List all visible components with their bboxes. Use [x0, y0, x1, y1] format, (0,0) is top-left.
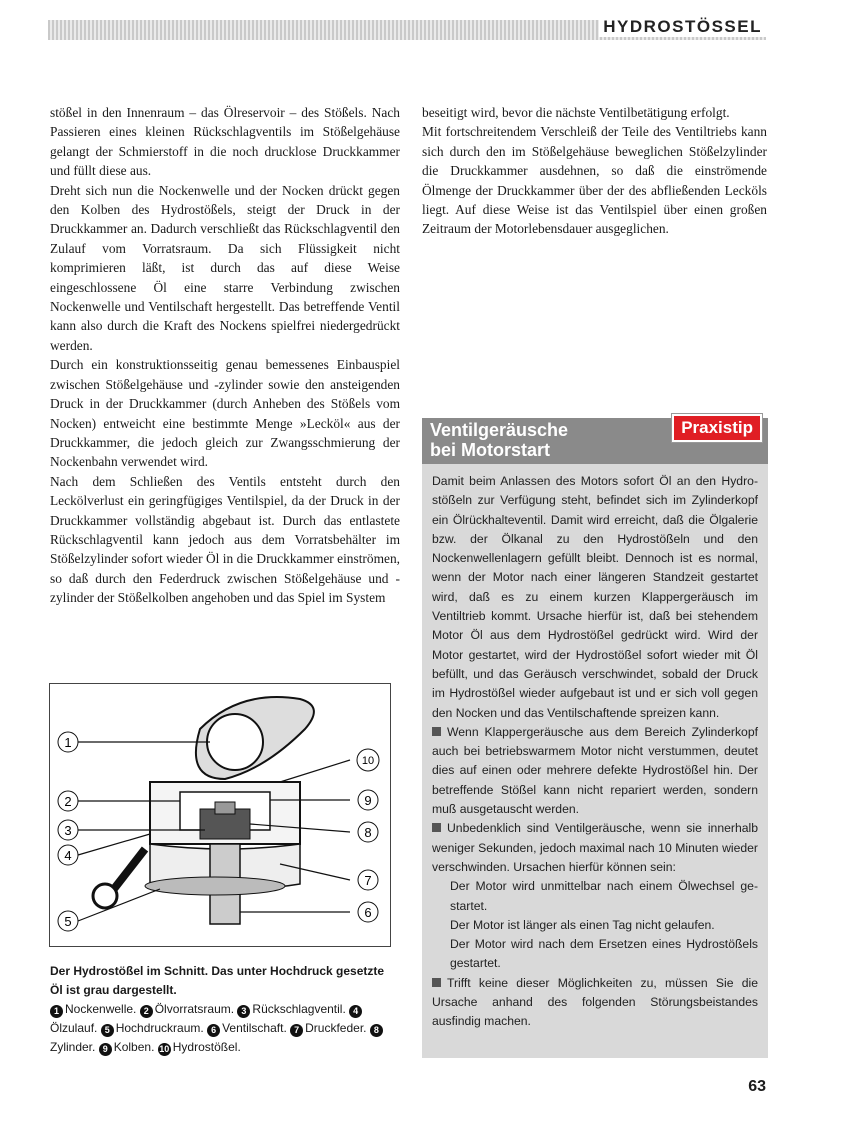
callout-1-text: 1 [64, 735, 72, 750]
callout-9-text: 9 [364, 793, 372, 808]
callout-3-text: 3 [64, 823, 72, 838]
callout-10 [357, 749, 379, 771]
square-bullet-icon [432, 978, 441, 987]
caption-item: 7 Druckfeder. [290, 1021, 366, 1035]
callout-5 [58, 911, 78, 931]
paragraph: Durch ein konstruktionsseitig genau bemessenes Einbauspiel zwischen Stößelgehäuse und -zylinder sowie den ansteigenden Druck in der Druckkammer (durch Anheben des Stößels vom Nocken) entweicht eine bestimmte Menge »Lecköl« aus der Druckkammer, die jedoch gleich zur Zwangsschmierung der Nockenbahn verwendet wird. [50, 357, 400, 470]
hydrostoessel-diagram [49, 683, 391, 947]
oil-feed-ring [93, 884, 117, 908]
tip-cause: Der Motor wird unmittelbar nach einem Ölwechsel gestartet. [450, 879, 758, 913]
praxistip-badge: Praxistip [672, 414, 762, 442]
caption-item: 5 Hochdruckraum. [101, 1021, 204, 1035]
tip-cause: Der Motor wird nach dem Ersetzen eines Hydrostößels gestartet. [450, 937, 758, 971]
spring-seat [145, 877, 285, 895]
left-column [50, 103, 400, 608]
paragraph: Dreht sich nun die Nockenwelle und der Nocken drückt gegen den Kolben des Hydrostößels, steigt der Druck in der Druckkammer an. Dadurch verschließt das Rückschlagventil den Zulauf vom Vorratsraum. Da sich Flüssigkeit nicht komprimieren läßt, ist durch das auf diese Weise eingeschlossene Öl eine starre Verbindung zwischen Nockenwelle und Ventilschaft hergestellt. Das betreffende Ventil kann also durch die Kraft des Nockens spielfrei niedergedrückt werden. [50, 182, 400, 353]
caption-item: 10 Hydrostößel. [159, 1040, 241, 1054]
tip-bullet: Wenn Klappergeräusche aus dem Bereich Zylinderkopf auch bei betriebswarmem Motor nicht verstummen, deutet dies auf einen oder mehrere defekte Hydrostößel hin. Der betreffende Stößel kann nicht repariert werden, sondern muß ausgetauscht werden. [432, 724, 758, 817]
tip-bullet: Trifft keine dieser Möglichkeiten zu, müssen Sie die Ursache anhand des folgenden Störungsbeistandes ausfindig machen. [432, 975, 758, 1029]
callout-2-text: 2 [64, 794, 72, 809]
callout-9 [358, 790, 378, 810]
caption-item: 1 Nockenwelle. [50, 1002, 136, 1016]
callout-10-text: 10 [361, 755, 375, 767]
cross-section-drawing [50, 684, 390, 946]
camshaft-core [207, 714, 263, 770]
callout-4-text: 4 [64, 848, 72, 863]
tip-intro: Damit beim Anlassen des Motors sofort Öl an den Hydrostößeln zur Verfügung steht, befindet sich im Zylinderkopf ein Ölrückhalteventil. Damit wird erreicht, daß die Ölgalerie bzw. der Ölkanal zu den Hydrostößeln und den Nockenwellenlagern gefüllt bleibt. Dennoch ist es normal, wenn der Motor nach einer längeren Standzeit gestartet wird, daß es zu einem kurzen Klappergeräusch im Ventiltrieb kommt. Ursache hierfür ist, daß bei stehendem Motor Öl aus dem Hydrostößel gedrückt wird. Wird der Motor gestartet, wird der Hydrostößel sofort wieder mit Öl befüllt, und das Geräusch verschwindet, sobald der Druck im Hydrostößel wieder aufgebaut ist und er sich voll gegen den Nocken und das Ventilschaftende spreizen kann. [432, 474, 758, 720]
paragraph: Nach dem Schließen des Ventils entsteht durch den Leckölverlust ein geringfügiges Ventilspiel, da der Druck in der Druckkammer vollständig abgebaut ist. Durch das entlastete Rückschlagventil kann jedoch aus dem Vorratsbehälter im Stößelzylinder sofort wieder Öl in die Druckkammer einströmen, so daß durch den Federdruck zwischen Stößelgehäuse und -zylinder der Stößelkolben angehoben und das Spiel im System [50, 473, 400, 606]
tip-bullet: Unbedenklich sind Ventilgeräusche, wenn sie innerhalb weniger Sekunden, jedoch maximal nach 10 Minuten wieder verschwinden. Ursachen hierfür können sein: [432, 821, 758, 874]
tip-body [432, 472, 758, 1032]
tip-title-line1: Ventilgeräusche [430, 420, 569, 440]
tip-title [430, 420, 568, 460]
paragraph: Mit fortschreitendem Verschleiß der Teile des Ventiltriebs kann sich durch den im Stößelgehäuse beweglichen Stößelzylinder die Druckkammer ausdehnen, so daß die einströmende Ölmenge der Druckkammer über der des abfließenden Lecköls liegt. Auf diese Weise ist das Ventilspiel über einen großen Zeitraum der Motorlebensdauer ausgeglichen. [422, 124, 767, 237]
callout-7 [358, 870, 378, 890]
caption-item: 6 Ventilschaft. [207, 1021, 287, 1035]
callout-8 [358, 822, 378, 842]
caption-item: 9 Kolben. [99, 1040, 155, 1054]
callout-6-text: 6 [364, 905, 372, 920]
caption-title: Der Hydrostößel im Schnitt. Das unter Hochdruck gesetzte Öl ist grau dargestellt. [50, 964, 385, 997]
tip-cause: Der Motor ist länger als einen Tag nicht gelaufen. [450, 917, 715, 932]
callout-4 [58, 845, 78, 865]
paragraph: stößel in den Innenraum – das Ölreservoir – des Stößels. Nach Passieren eines kleinen Rückschlagventils im Stößelgehäuse gelangt der Schmierstoff in die noch drucklose Druckkammer und füllt diese aus. [50, 105, 400, 179]
running-header: HYDROSTÖSSEL [599, 17, 766, 37]
praxistip-box [422, 418, 768, 1058]
caption-item: 8Zylinder. [50, 1021, 385, 1054]
callout-5-text: 5 [64, 914, 72, 929]
tip-header [422, 418, 768, 464]
callout-2 [58, 791, 78, 811]
caption-item: 3 Rückschlagventil. [237, 1002, 345, 1016]
right-column [422, 103, 767, 239]
caption-item: 4Ölzulauf. [50, 1002, 364, 1035]
callout-7-text: 7 [364, 873, 372, 888]
paragraph: beseitigt wird, bevor die nächste Ventilbetätigung erfolgt. [422, 105, 730, 120]
callout-3 [58, 820, 78, 840]
tip-title-line2: bei Motorstart [430, 440, 551, 460]
callout-1 [58, 732, 78, 752]
page-number: 63 [748, 1078, 766, 1095]
square-bullet-icon [432, 823, 441, 832]
callout-8-text: 8 [364, 825, 372, 840]
caption-item: 2 Ölvorratsraum. [140, 1002, 234, 1016]
callout-6 [358, 902, 378, 922]
check-valve [215, 802, 235, 814]
figure-caption [50, 962, 395, 1057]
square-bullet-icon [432, 727, 441, 736]
